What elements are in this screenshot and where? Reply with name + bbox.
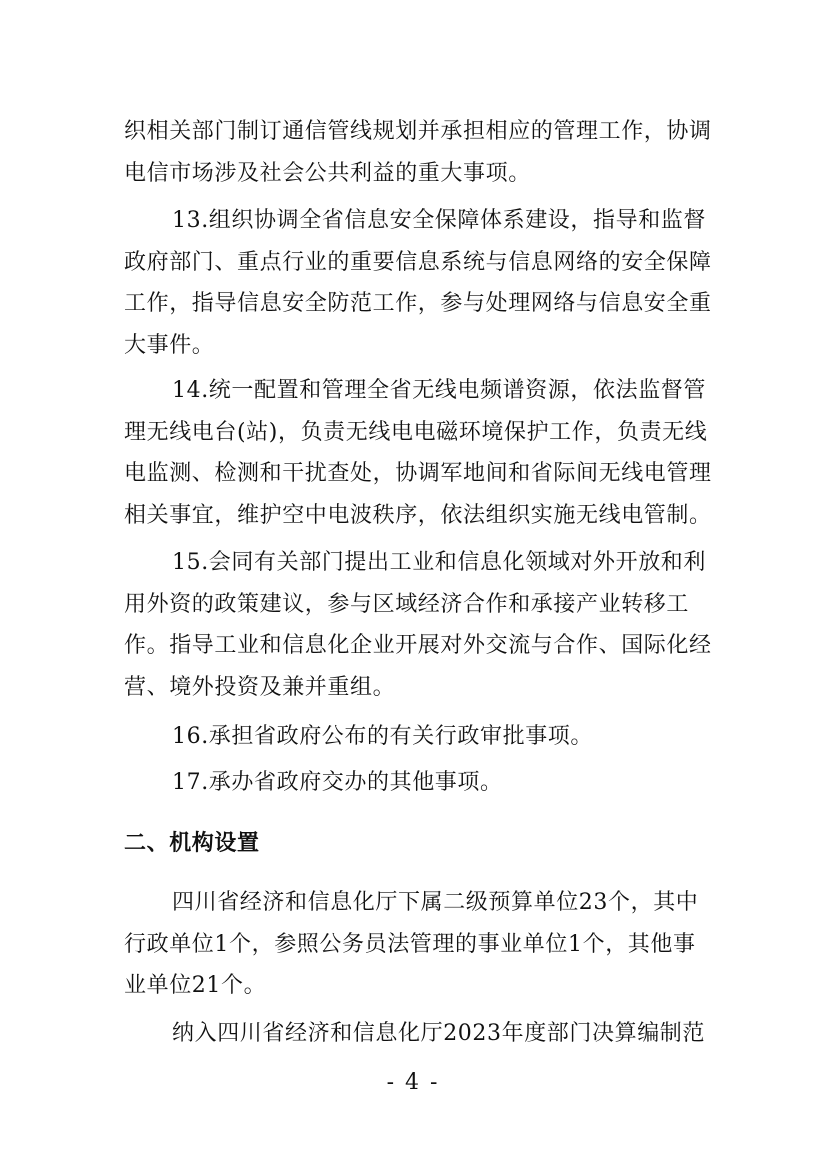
paragraph-item-17: 17.承办省政府交办的其他事项。: [172, 770, 503, 795]
paragraph-continuation: 织相关部门制订通信管线规划并承担相应的管理工作，协调电信市场涉及社会公共利益的重大事项。: [124, 119, 712, 186]
page-number: - 4 -: [386, 1070, 440, 1095]
paragraph-units: 四川省经济和信息化厅下属二级预算单位23个，其中行政单位1个，参照公务员法管理的事业单位1个，其他事业单位21个。: [124, 890, 699, 998]
paragraph-item-16: 16.承担省政府公布的有关行政审批事项。: [172, 724, 593, 749]
paragraph-item-14: 14.统一配置和管理全省无线电频谱资源，依法监督管理无线电台(站)，负责无线电电磁环境保护工作，负责无线电监测、检测和干扰查处，协调军地间和省际间无线电管理相关事宜，维护空中电波秩序，依法组织实施无线电管制。: [124, 378, 712, 528]
paragraph-scope: 纳入四川省经济和信息化厅2023年度部门决算编制范: [172, 1021, 705, 1046]
paragraph-item-15: 15.会同有关部门提出工业和信息化领域对外开放和利用外资的政策建议，参与区域经济合作和承接产业转移工作。指导工业和信息化企业开展对外交流与合作、国际化经营、境外投资及兼并重组。: [124, 550, 712, 700]
paragraph-item-13: 13.组织协调全省信息安全保障体系建设，指导和监督政府部门、重点行业的重要信息系统与信息网络的安全保障工作，指导信息安全防范工作，参与处理网络与信息安全重大事件。: [124, 208, 712, 358]
section-heading: 二、机构设置: [124, 831, 260, 856]
